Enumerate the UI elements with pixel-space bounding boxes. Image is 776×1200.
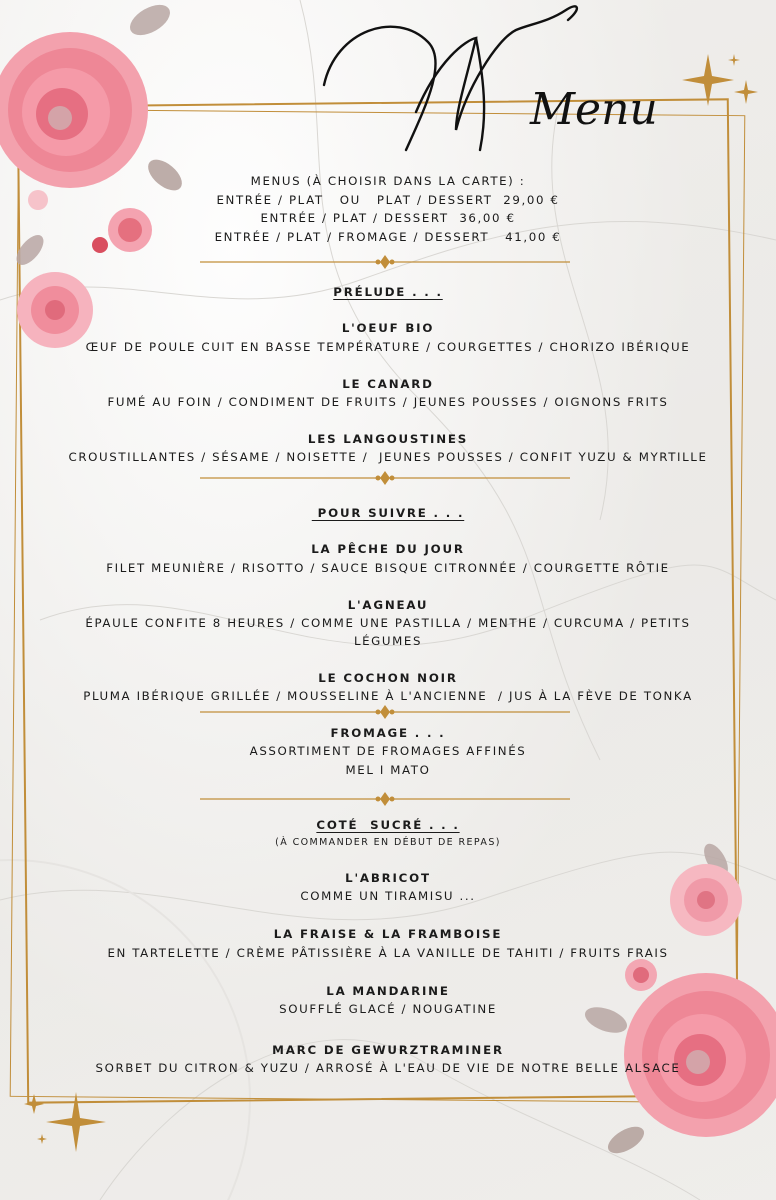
dish-name: LE CANARD xyxy=(342,377,434,391)
dish-description: SORBET DU CITRON & YUZU / ARROSÉ À L'EAU DE VIE DE NOTRE BELLE ALSACE xyxy=(95,1061,681,1075)
ornament-divider-icon xyxy=(200,705,570,719)
dish-name: L'AGNEAU xyxy=(347,598,429,612)
dish-description: CROUSTILLANTES / SÉSAME / NOISETTE / JEUNES POUSSES / CONFIT YUZU & MYRTILLE xyxy=(68,450,708,464)
dish-description: COMME UN TIRAMISU ... xyxy=(300,889,476,903)
section-heading-cote-sucre: COTÉ SUCRÉ . . . xyxy=(316,818,460,832)
dish-description: ŒUF DE POULE CUIT EN BASSE TEMPÉRATURE / COURGETTES / CHORIZO IBÉRIQUE xyxy=(85,340,691,354)
dish-description: ÉPAULE CONFITE 8 HEURES / COMME UNE PASTILLA / MENTHE / CURCUMA / PETITS xyxy=(85,616,691,630)
section-heading-pour-suivre: POUR SUIVRE . . . xyxy=(311,506,465,520)
section-heading-fromage: FROMAGE . . . xyxy=(330,726,446,740)
fromage-line: ASSORTIMENT DE FROMAGES AFFINÉS xyxy=(249,744,527,758)
dish-description: LÉGUMES xyxy=(353,634,423,648)
formula-line: ENTRÉE / PLAT OU PLAT / DESSERT 29,00 € xyxy=(216,193,560,207)
dish-description: FILET MEUNIÈRE / RISOTTO / SAUCE BISQUE CITRONNÉE / COURGETTE RÔTIE xyxy=(106,561,670,575)
ornament-divider-icon xyxy=(200,792,570,806)
dish-description: PLUMA IBÉRIQUE GRILLÉE / MOUSSELINE À L'ANCIENNE / JUS À LA FÈVE DE TONKA xyxy=(83,689,693,703)
dish-name: L'ABRICOT xyxy=(345,871,431,885)
dish-name: MARC DE GEWURZTRAMINER xyxy=(272,1043,504,1057)
ornament-divider-icon xyxy=(200,255,570,269)
dish-description: SOUFFLÉ GLACÉ / NOUGATINE xyxy=(279,1002,497,1016)
fromage-line: MEL I MATO xyxy=(345,763,431,777)
formula-line: ENTRÉE / PLAT / DESSERT 36,00 € xyxy=(260,211,516,225)
dish-name: L'OEUF BIO xyxy=(341,321,435,335)
dish-name: LA PÊCHE DU JOUR xyxy=(311,542,465,556)
sucre-note: (À COMMANDER EN DÉBUT DE REPAS) xyxy=(275,837,501,848)
dish-name: LA MANDARINE xyxy=(326,984,450,998)
dish-name: LES LANGOUSTINES xyxy=(307,432,469,446)
dish-name: LA FRAISE & LA FRAMBOISE xyxy=(273,927,503,941)
formula-line: ENTRÉE / PLAT / FROMAGE / DESSERT 41,00 € xyxy=(214,230,562,244)
title-text: Menu xyxy=(530,84,658,135)
dish-description: FUMÉ AU FOIN / CONDIMENT DE FRUITS / JEUNES POUSSES / OIGNONS FRITS xyxy=(107,395,669,409)
dish-description: EN TARTELETTE / CRÈME PÂTISSIÈRE À LA VANILLE DE TAHITI / FRUITS FRAIS xyxy=(107,946,669,960)
formulas-intro: MENUS (À CHOISIR DANS LA CARTE) : xyxy=(250,174,526,188)
section-heading-prelude: PRÉLUDE . . . xyxy=(333,285,443,299)
ornament-divider-icon xyxy=(200,471,570,485)
dish-name: LE COCHON NOIR xyxy=(318,671,458,685)
